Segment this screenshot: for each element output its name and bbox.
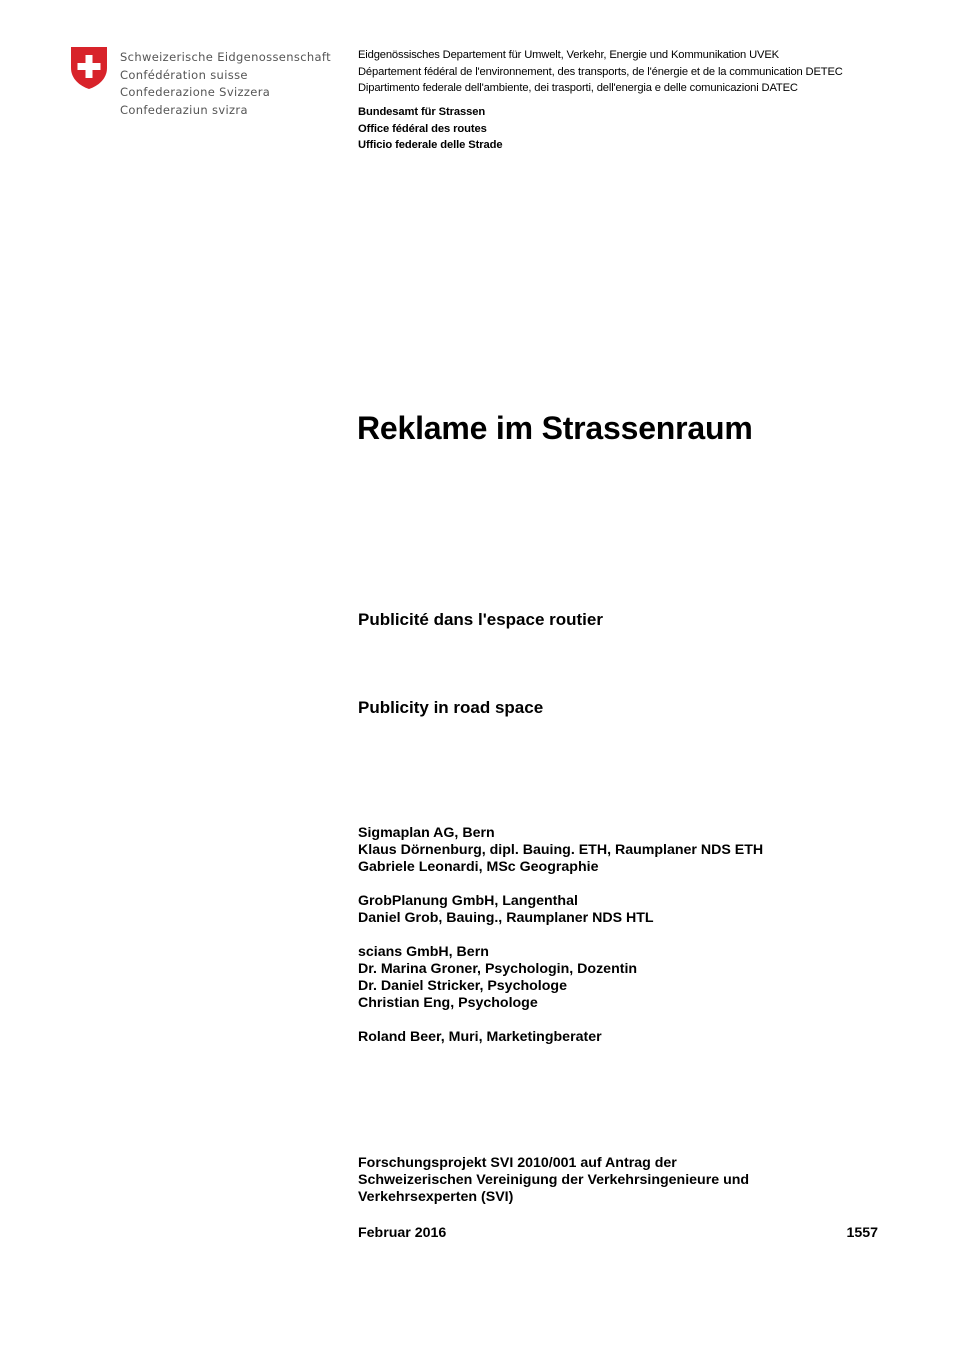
subtitle-english: Publicity in road space (358, 698, 544, 717)
author-line: Gabriele Leonardi, MSc Geographie (358, 859, 599, 875)
author-group-grobplanung (358, 893, 763, 927)
department-line-fr: Département fédéral de l'environnement, des transports, de l'énergie et de la communication DETEC (358, 65, 843, 78)
confederation-names (120, 49, 331, 119)
office-line-de: Bundesamt für Strassen (358, 106, 486, 118)
swiss-coat-of-arms-icon (70, 46, 108, 95)
office-block (358, 104, 502, 154)
document-title: Reklame im Strassenraum (357, 410, 753, 446)
department-block (358, 47, 843, 97)
authors-block (358, 825, 763, 1063)
author-line: GrobPlanung GmbH, Langenthal (358, 893, 578, 909)
confederation-name-de: Schweizerische Eidgenossenschaft (120, 50, 331, 64)
author-line: scians GmbH, Bern (358, 944, 489, 960)
project-line: Verkehrsexperten (SVI) (358, 1189, 514, 1205)
department-line-it: Dipartimento federale dell'ambiente, dei trasporti, dell'energia e delle comunicazioni DATEC (358, 82, 798, 94)
author-line: Christian Eng, Psychologe (358, 995, 538, 1011)
author-group-scians (358, 944, 763, 1012)
author-group-beer (358, 1029, 763, 1046)
department-line-de: Eidgenössisches Departement für Umwelt, Verkehr, Energie und Kommunikation UVEK (358, 49, 779, 61)
project-line: Schweizerischen Vereinigung der Verkehrsingenieure und (358, 1172, 750, 1188)
confederation-name-it: Confederazione Svizzera (120, 85, 271, 99)
author-line: Daniel Grob, Bauing., Raumplaner NDS HTL (358, 910, 654, 926)
report-number: 1557 (846, 1225, 878, 1241)
office-line-fr: Office fédéral des routes (358, 122, 487, 135)
project-line: Forschungsprojekt SVI 2010/001 auf Antrag der (358, 1155, 677, 1171)
project-description (358, 1155, 749, 1206)
author-line: Klaus Dörnenburg, dipl. Bauing. ETH, Raumplaner NDS ETH (358, 842, 764, 858)
confederation-name-fr: Confédération suisse (120, 67, 248, 82)
publication-date: Februar 2016 (358, 1225, 447, 1241)
author-line: Dr. Marina Groner, Psychologin, Dozentin (358, 961, 638, 977)
author-group-sigmaplan (358, 825, 763, 876)
author-line: Roland Beer, Muri, Marketingberater (358, 1029, 602, 1045)
subtitle-french: Publicité dans l'espace routier (358, 610, 603, 629)
author-line: Sigmaplan AG, Bern (358, 825, 495, 841)
office-line-it: Ufficio federale delle Strade (358, 139, 503, 151)
confederation-name-rm: Confederaziun svizra (120, 102, 248, 117)
author-line: Dr. Daniel Stricker, Psychologe (358, 978, 567, 994)
